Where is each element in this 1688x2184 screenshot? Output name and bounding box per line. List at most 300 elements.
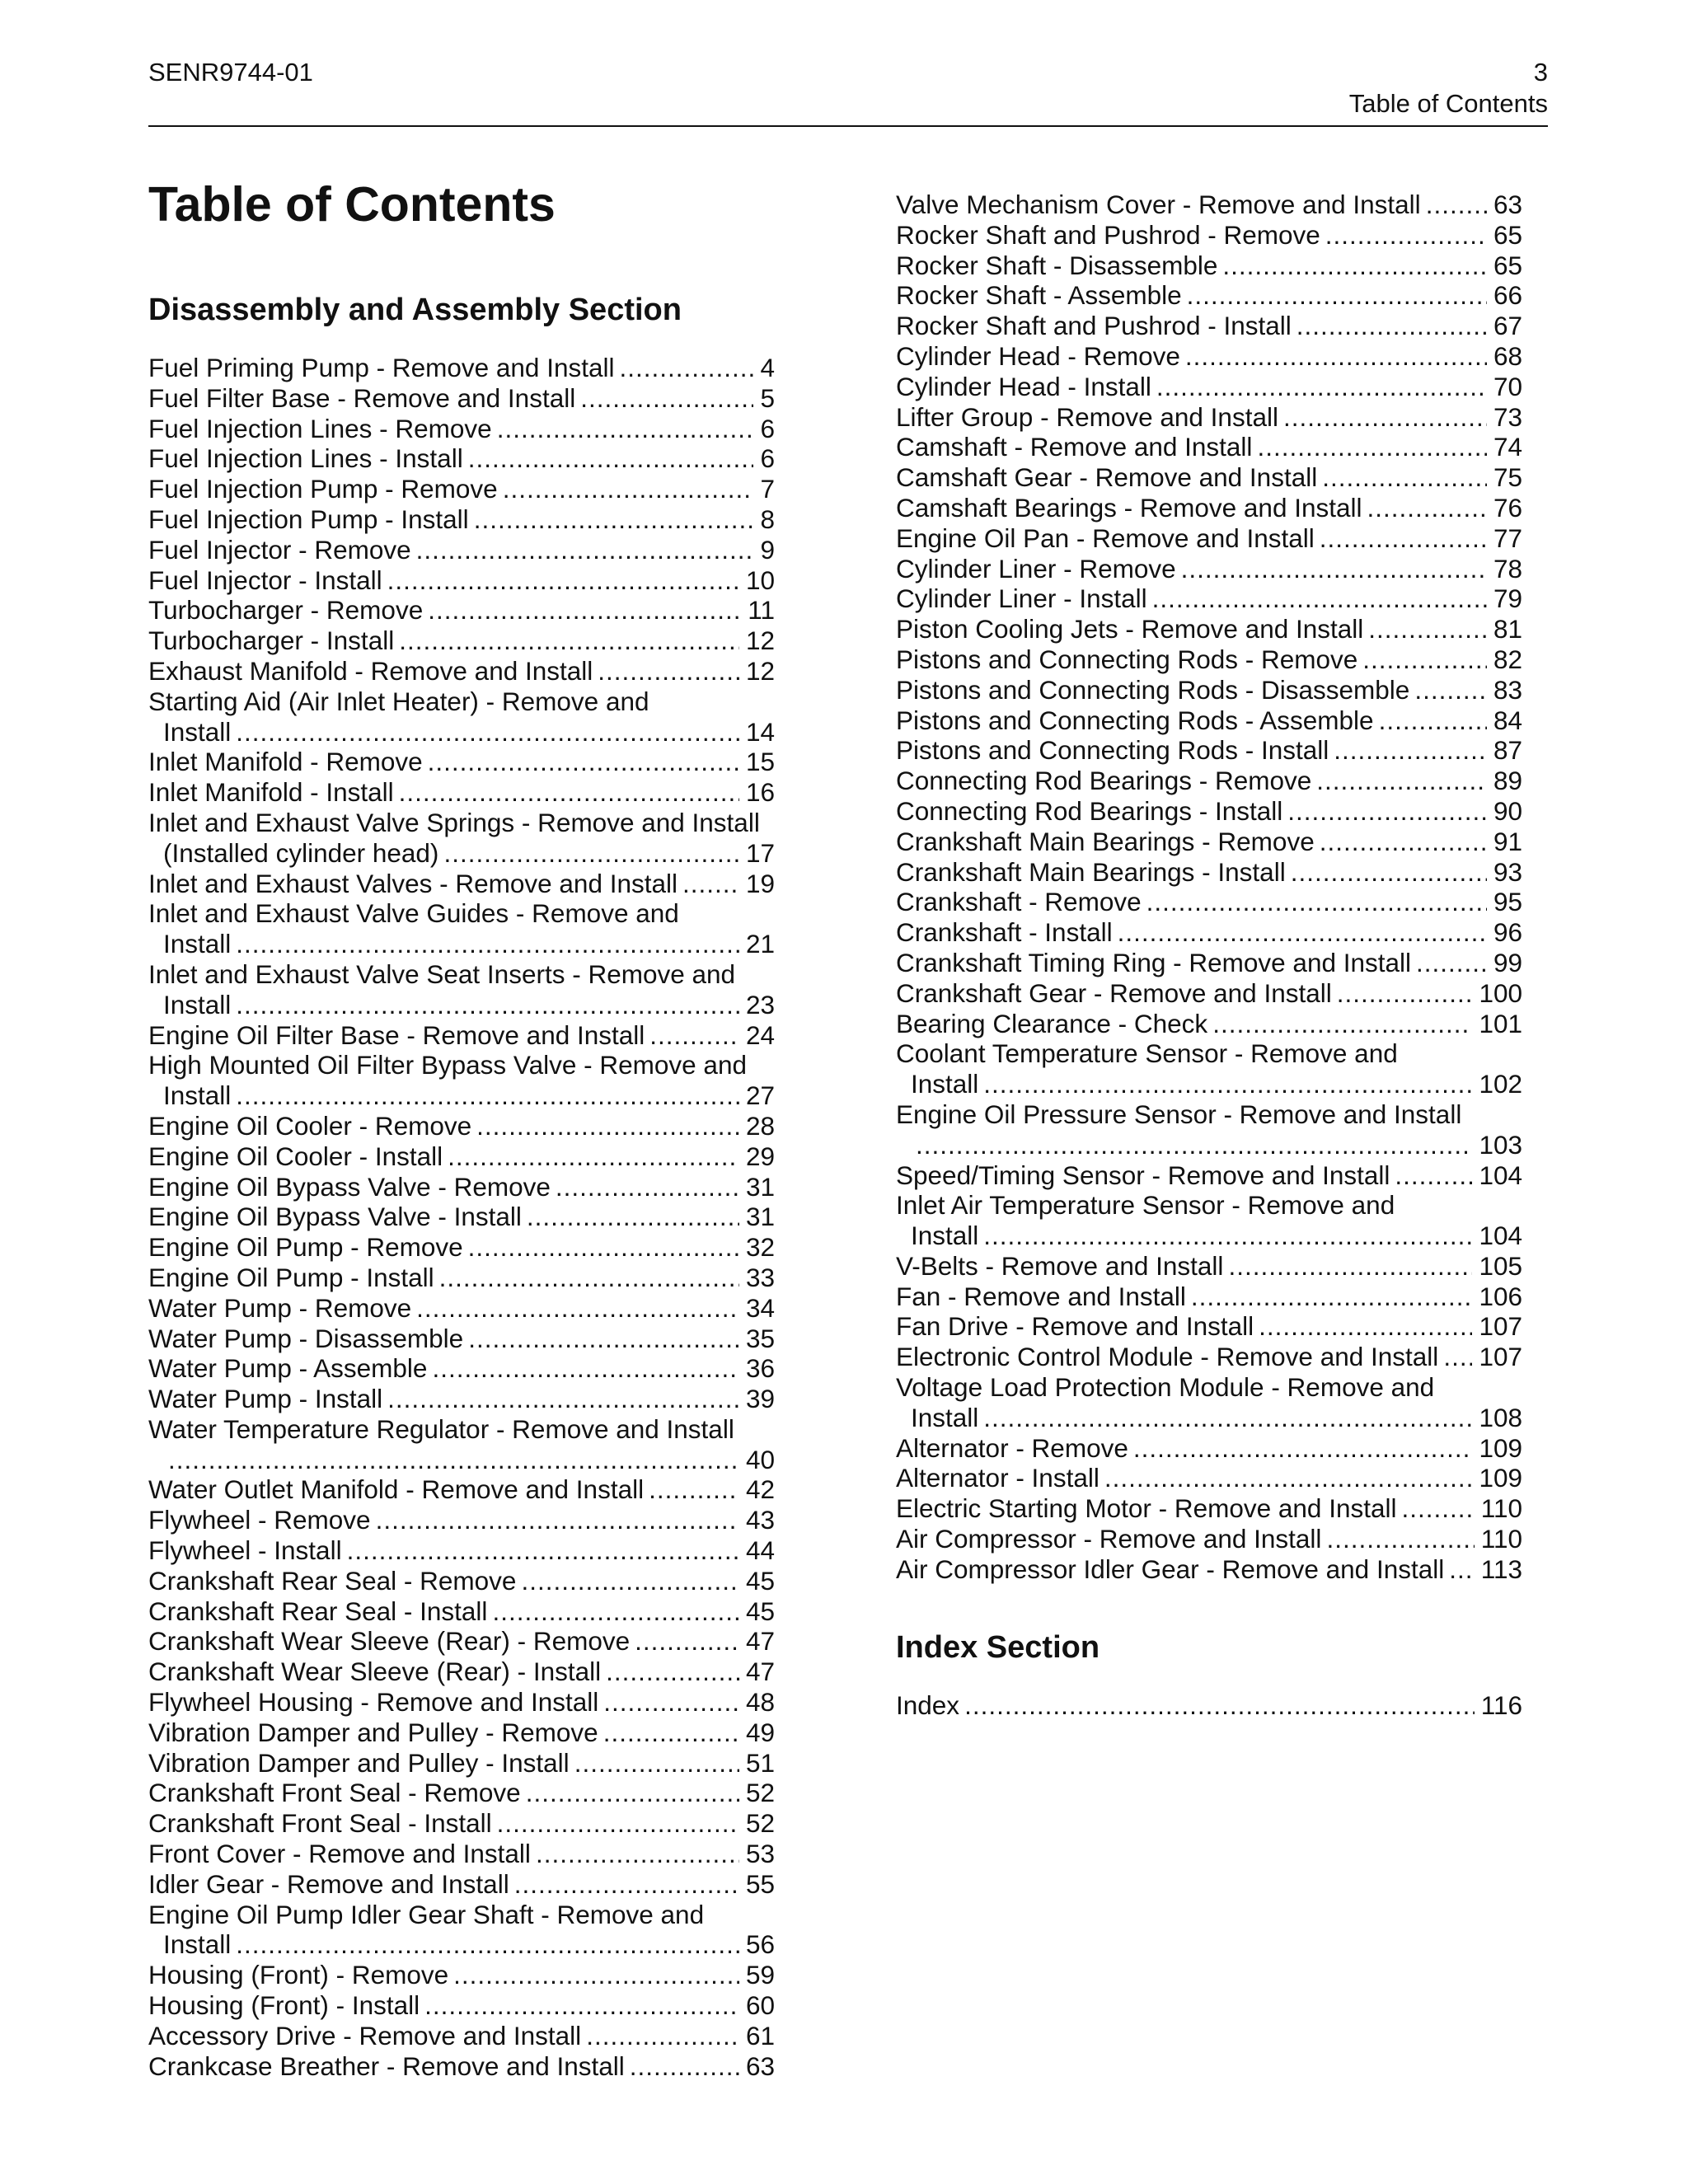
toc-entry-page-number: 4 — [760, 353, 775, 382]
toc-entry[interactable] — [896, 1433, 1522, 1464]
toc-entry-page-number: 14 — [745, 716, 775, 747]
toc-entry-page-number: 36 — [745, 1353, 775, 1384]
toc-entry[interactable] — [148, 565, 775, 596]
toc-entry-page-number: 91 — [1493, 826, 1522, 856]
toc-entry-page-number: 9 — [760, 534, 775, 565]
toc-entry[interactable] — [148, 353, 775, 383]
toc-entry-title: Cylinder Liner - Remove — [896, 553, 1176, 583]
toc-entry-title: Flywheel Housing - Remove and Install — [148, 1687, 599, 1718]
toc-entry[interactable] — [896, 1311, 1522, 1342]
toc-entry-page-number: 51 — [745, 1747, 775, 1778]
toc-entry-title: Crankshaft Rear Seal - Install — [148, 1596, 488, 1626]
dot-leader — [1283, 402, 1487, 433]
toc-entry-title-continued: Install — [163, 1929, 232, 1960]
dot-leader — [598, 656, 739, 687]
toc-entry[interactable] — [148, 2051, 775, 2082]
dot-leader — [432, 1353, 739, 1384]
dot-leader — [1325, 220, 1487, 251]
toc-entry-title: Camshaft - Remove and Install — [896, 432, 1253, 462]
toc-entry-title: Rocker Shaft - Disassemble — [896, 250, 1218, 280]
toc-entry-title: Air Compressor - Remove and Install — [896, 1524, 1322, 1554]
dot-leader — [682, 869, 739, 899]
toc-entry[interactable] — [148, 1718, 775, 1748]
toc-entry-page-number: 102 — [1479, 1069, 1522, 1099]
toc-entry-title: Voltage Load Protection Module - Remove and — [896, 1372, 1435, 1403]
toc-entry[interactable] — [148, 1020, 775, 1051]
toc-entry-title: Fan Drive - Remove and Install — [896, 1311, 1254, 1342]
toc-entry[interactable] — [896, 1493, 1522, 1524]
dot-leader — [236, 929, 739, 959]
toc-entry-title-continued: Install — [911, 1069, 979, 1099]
toc-entry-title: Fan - Remove and Install — [896, 1281, 1186, 1311]
toc-entry-title: Connecting Rod Bearings - Remove — [896, 766, 1312, 796]
toc-entry[interactable] — [148, 1202, 775, 1232]
toc-entry-title: Fuel Filter Base - Remove and Install — [148, 382, 576, 413]
dot-leader — [1367, 493, 1487, 523]
dot-leader — [1222, 251, 1487, 281]
toc-entry[interactable] — [896, 735, 1522, 766]
dot-leader — [514, 1869, 739, 1900]
toc-entry-title: Flywheel - Remove — [148, 1505, 371, 1535]
toc-entry-title: Cylinder Liner - Install — [896, 583, 1147, 614]
toc-entry[interactable] — [896, 644, 1522, 675]
toc-entry[interactable] — [148, 1748, 775, 1779]
dot-leader — [1181, 554, 1487, 584]
toc-entry[interactable] — [148, 626, 775, 656]
toc-entry[interactable] — [896, 462, 1522, 493]
toc-entry[interactable] — [896, 1099, 1522, 1160]
dot-leader — [574, 1748, 739, 1779]
toc-entry[interactable] — [896, 887, 1522, 917]
dot-leader — [1320, 827, 1487, 857]
toc-entry[interactable] — [896, 675, 1522, 705]
dot-leader — [536, 1839, 739, 1869]
dot-leader — [476, 1111, 739, 1141]
dot-leader — [1118, 917, 1487, 948]
toc-entry[interactable] — [896, 1342, 1522, 1372]
toc-entry-page-number: 63 — [1493, 190, 1522, 219]
toc-entry[interactable] — [896, 796, 1522, 827]
toc-entry-title: Camshaft Bearings - Remove and Install — [896, 492, 1362, 523]
toc-entry-page-number: 56 — [745, 1929, 775, 1960]
toc-entry-page-number: 79 — [1493, 583, 1522, 614]
running-title: Table of Contents — [1348, 89, 1548, 118]
toc-entry-title: Water Pump - Remove — [148, 1292, 412, 1323]
toc-entry-page-number: 66 — [1493, 280, 1522, 311]
toc-entry[interactable] — [148, 1141, 775, 1172]
toc-entry[interactable] — [148, 443, 775, 474]
dot-leader — [416, 535, 754, 565]
toc-entry[interactable] — [148, 1111, 775, 1141]
toc-entry[interactable] — [896, 1282, 1522, 1312]
toc-entry-title: Bearing Clearance - Check — [896, 1008, 1208, 1038]
toc-entry[interactable] — [148, 777, 775, 808]
toc-entry-page-number: 108 — [1479, 1402, 1522, 1432]
dot-leader — [1337, 978, 1473, 1009]
toc-entry-page-number: 32 — [745, 1232, 775, 1263]
toc-entry[interactable] — [896, 220, 1522, 251]
toc-entry[interactable] — [148, 1353, 775, 1384]
toc-entry-title: Speed/Timing Sensor - Remove and Install — [896, 1160, 1390, 1190]
toc-entry[interactable] — [148, 1626, 775, 1657]
toc-entry[interactable] — [896, 917, 1522, 948]
toc-entry[interactable] — [896, 1038, 1522, 1099]
dot-leader — [1395, 1160, 1472, 1191]
toc-entry-title: V-Belts - Remove and Install — [896, 1250, 1224, 1281]
toc-entry-title: Air Compressor Idler Gear - Remove and Install — [896, 1554, 1445, 1584]
dot-leader — [347, 1535, 739, 1566]
dot-leader — [468, 1324, 739, 1354]
dot-leader — [1362, 644, 1487, 675]
toc-entry[interactable] — [896, 1009, 1522, 1039]
toc-entry[interactable] — [148, 1687, 775, 1718]
toc-entry-title: Turbocharger - Remove — [148, 595, 424, 626]
toc-entry-title: Inlet Manifold - Install — [148, 777, 394, 808]
toc-entry-page-number: 6 — [760, 443, 775, 474]
dot-leader — [1287, 796, 1487, 827]
toc-entry[interactable] — [148, 1505, 775, 1535]
toc-entry-title: Camshaft Gear - Remove and Install — [896, 462, 1318, 493]
toc-entry[interactable] — [896, 857, 1522, 888]
dot-leader — [416, 1293, 739, 1324]
toc-entry-title: Electronic Control Module - Remove and Install — [896, 1342, 1439, 1372]
toc-entry-title-continued: Install — [163, 1080, 232, 1111]
toc-entry-page-number: 5 — [760, 382, 775, 413]
toc-entry-page-number: 75 — [1493, 462, 1522, 493]
toc-entry[interactable] — [148, 1990, 775, 2021]
toc-entry-page-number: 67 — [1493, 311, 1522, 341]
dot-leader — [983, 1069, 1472, 1099]
toc-entry-title: High Mounted Oil Filter Bypass Valve - Remove and — [148, 1050, 747, 1080]
toc-entry-title: Connecting Rod Bearings - Install — [896, 795, 1283, 826]
toc-entry-page-number: 45 — [745, 1596, 775, 1626]
toc-entry-page-number: 34 — [745, 1292, 775, 1323]
toc-entry-title: Accessory Drive - Remove and Install — [148, 2020, 582, 2050]
toc-entry-title: Engine Oil Pan - Remove and Install — [896, 523, 1315, 553]
dot-leader — [428, 595, 741, 626]
toc-entry-page-number: 89 — [1493, 766, 1522, 796]
toc-entry-page-number: 81 — [1493, 614, 1522, 644]
toc-entry-page-number: 47 — [745, 1657, 775, 1687]
toc-entry[interactable] — [148, 1657, 775, 1687]
toc-entry-title: Crankshaft Main Bearings - Install — [896, 856, 1286, 887]
toc-entry[interactable] — [896, 372, 1522, 402]
dot-leader — [964, 1690, 1475, 1721]
toc-entry-page-number: 8 — [760, 504, 775, 534]
toc-entry[interactable] — [148, 1808, 775, 1839]
toc-entry[interactable] — [896, 827, 1522, 857]
toc-entry-page-number: 45 — [745, 1565, 775, 1596]
toc-list-right — [896, 190, 1522, 1585]
dot-leader — [1320, 523, 1487, 554]
toc-entry-title: Inlet and Exhaust Valve Seat Inserts - Remove and — [148, 958, 736, 989]
toc-entry-page-number: 47 — [745, 1626, 775, 1657]
toc-entry[interactable] — [148, 1596, 775, 1627]
toc-entry-title: Water Temperature Regulator - Remove and Install — [148, 1413, 734, 1444]
dot-leader — [586, 2021, 739, 2051]
toc-entry-page-number: 24 — [745, 1019, 775, 1050]
dot-leader — [1426, 190, 1487, 220]
toc-entry-page-number: 109 — [1479, 1432, 1522, 1463]
dot-leader — [1146, 887, 1487, 917]
dot-leader — [1156, 372, 1487, 402]
dot-leader — [983, 1403, 1472, 1433]
toc-entry[interactable] — [896, 583, 1522, 614]
toc-entry-page-number: 116 — [1480, 1690, 1522, 1720]
toc-entry-page-number: 103 — [1479, 1129, 1522, 1160]
toc-entry-title: Crankshaft Front Seal - Install — [148, 1808, 492, 1839]
dot-leader — [603, 1718, 739, 1748]
toc-entry-title-continued: Install — [163, 989, 232, 1019]
toc-entry[interactable] — [896, 493, 1522, 523]
toc-entry[interactable] — [148, 1384, 775, 1414]
toc-entry[interactable] — [148, 1535, 775, 1566]
toc-entry-title: Inlet and Exhaust Valves - Remove and Install — [148, 868, 678, 898]
toc-entry-page-number: 101 — [1479, 1008, 1522, 1038]
toc-entry-page-number: 33 — [745, 1262, 775, 1292]
toc-entry[interactable] — [148, 1293, 775, 1324]
toc-entry-page-number: 40 — [745, 1444, 775, 1474]
toc-entry-page-number: 52 — [745, 1778, 775, 1808]
toc-entry-page-number: 28 — [745, 1110, 775, 1141]
toc-entry[interactable] — [148, 959, 775, 1020]
toc-entry[interactable] — [896, 341, 1522, 372]
dot-leader — [916, 1130, 1472, 1160]
toc-entry-title: Fuel Injection Lines - Remove — [148, 413, 492, 443]
toc-entry-title: Idler Gear - Remove and Install — [148, 1868, 509, 1899]
dot-leader — [453, 1960, 739, 1990]
toc-entry-page-number: 19 — [745, 868, 775, 898]
toc-entry[interactable] — [148, 383, 775, 414]
toc-entry[interactable] — [896, 280, 1522, 311]
toc-entry-page-number: 29 — [745, 1141, 775, 1171]
dot-leader — [1291, 857, 1487, 888]
toc-entry-title: Water Pump - Assemble — [148, 1353, 428, 1384]
dot-leader — [1212, 1009, 1472, 1039]
toc-entry-page-number: 52 — [745, 1808, 775, 1839]
dot-leader — [387, 1384, 739, 1414]
toc-entry-page-number: 95 — [1493, 887, 1522, 917]
toc-entry-title: Engine Oil Cooler - Remove — [148, 1110, 472, 1141]
toc-entry-page-number: 11 — [748, 595, 775, 626]
toc-entry[interactable] — [896, 1554, 1522, 1585]
toc-entry[interactable] — [148, 1263, 775, 1293]
dot-leader — [1191, 1282, 1473, 1312]
dot-leader — [1334, 735, 1487, 766]
toc-entry-page-number: 55 — [745, 1868, 775, 1899]
toc-entry[interactable] — [896, 402, 1522, 433]
toc-entry[interactable] — [896, 190, 1522, 220]
toc-entry[interactable] — [148, 1172, 775, 1202]
toc-entry-page-number: 17 — [745, 837, 775, 868]
toc-entry-title: Piston Cooling Jets - Remove and Install — [896, 614, 1364, 644]
toc-entry[interactable] — [896, 1463, 1522, 1493]
toc-entry-page-number: 107 — [1479, 1342, 1522, 1372]
toc-entry[interactable] — [896, 948, 1522, 978]
toc-entry-title: Housing (Front) - Remove — [148, 1960, 449, 1990]
toc-entry-page-number: 31 — [745, 1202, 775, 1232]
toc-entry[interactable] — [148, 1839, 775, 1869]
toc-entry-title: Engine Oil Pump - Remove — [148, 1232, 463, 1263]
dot-leader — [236, 717, 739, 748]
toc-entry[interactable] — [148, 2021, 775, 2051]
toc-entry-title: Vibration Damper and Pulley - Install — [148, 1747, 570, 1778]
toc-entry[interactable] — [896, 978, 1522, 1009]
toc-entry[interactable] — [148, 595, 775, 626]
toc-entry[interactable] — [896, 1690, 1522, 1721]
toc-entry-title: Crankshaft Timing Ring - Remove and Install — [896, 947, 1412, 977]
toc-entry[interactable] — [148, 1900, 775, 1961]
toc-entry-page-number: 78 — [1493, 553, 1522, 583]
toc-entry[interactable] — [148, 1324, 775, 1354]
toc-entry-title: Inlet and Exhaust Valve Guides - Remove and — [148, 898, 679, 929]
toc-entry-page-number: 105 — [1479, 1250, 1522, 1281]
toc-entry-title: Crankcase Breather - Remove and Install — [148, 2050, 625, 2081]
toc-entry-title: Engine Oil Cooler - Install — [148, 1141, 443, 1171]
page-header — [148, 54, 1548, 127]
dot-leader — [521, 1566, 739, 1596]
dot-leader — [1296, 311, 1487, 341]
dot-leader — [399, 626, 739, 656]
dot-leader — [236, 1080, 739, 1111]
dot-leader — [1449, 1554, 1475, 1585]
toc-entry-title: Crankshaft Gear - Remove and Install — [896, 977, 1332, 1008]
toc-entry-page-number: 100 — [1479, 977, 1522, 1008]
toc-entry[interactable] — [148, 1474, 775, 1505]
toc-entry-page-number: 49 — [745, 1717, 775, 1747]
toc-entry-title: Fuel Injector - Install — [148, 565, 382, 595]
toc-entry[interactable] — [896, 1160, 1522, 1191]
toc-entry[interactable] — [896, 1524, 1522, 1554]
toc-entry-title: Inlet Manifold - Remove — [148, 747, 423, 777]
toc-entry-title: Flywheel - Install — [148, 1535, 342, 1566]
toc-entry-page-number: 104 — [1479, 1160, 1522, 1190]
toc-entry[interactable] — [148, 1566, 775, 1596]
dot-leader — [468, 1232, 739, 1263]
toc-entry[interactable] — [896, 523, 1522, 554]
toc-entry[interactable] — [148, 808, 775, 869]
dot-leader — [603, 1687, 739, 1718]
toc-entry[interactable] — [148, 1778, 775, 1808]
toc-entry-page-number: 106 — [1479, 1281, 1522, 1311]
toc-entry-title: Fuel Injection Lines - Install — [148, 443, 463, 474]
toc-entry[interactable] — [148, 1050, 775, 1111]
toc-entry-title: Water Outlet Manifold - Remove and Install — [148, 1474, 645, 1505]
toc-entry-title: Fuel Injector - Remove — [148, 534, 411, 565]
dot-leader — [443, 838, 739, 869]
toc-entry-page-number: 27 — [745, 1080, 775, 1111]
toc-entry-title-continued: Install — [911, 1221, 979, 1251]
toc-entry[interactable] — [148, 414, 775, 444]
toc-entry[interactable] — [896, 554, 1522, 584]
toc-entry-title: Lifter Group - Remove and Install — [896, 401, 1278, 432]
toc-entry-page-number: 82 — [1493, 644, 1522, 674]
toc-entry[interactable] — [896, 432, 1522, 462]
dot-leader — [1326, 1524, 1474, 1554]
toc-entry[interactable] — [896, 766, 1522, 796]
toc-entry[interactable] — [148, 747, 775, 777]
dot-leader — [1133, 1433, 1473, 1464]
toc-entry-title: Housing (Front) - Install — [148, 1990, 420, 2021]
page-title: Table of Contents — [148, 177, 556, 232]
dot-leader — [527, 1202, 739, 1232]
toc-entry-title: Pistons and Connecting Rods - Install — [896, 735, 1329, 766]
toc-entry-title: Crankshaft Front Seal - Remove — [148, 1778, 521, 1808]
toc-entry-title: Alternator - Install — [896, 1463, 1100, 1493]
toc-entry-title: Alternator - Remove — [896, 1432, 1128, 1463]
dot-leader — [606, 1657, 739, 1687]
toc-entry-page-number: 109 — [1479, 1463, 1522, 1493]
toc-entry-title: Valve Mechanism Cover - Remove and Install — [896, 190, 1421, 219]
toc-entry-title: Crankshaft Wear Sleeve (Rear) - Install — [148, 1657, 602, 1687]
dot-leader — [1414, 675, 1487, 705]
toc-entry[interactable] — [896, 311, 1522, 341]
dot-leader — [1316, 766, 1487, 796]
toc-entry-page-number: 35 — [745, 1323, 775, 1353]
dot-leader — [649, 1474, 739, 1505]
toc-entry[interactable] — [148, 656, 775, 687]
toc-entry-page-number: 96 — [1493, 917, 1522, 948]
toc-entry[interactable] — [148, 535, 775, 565]
dot-leader — [428, 747, 739, 777]
toc-entry-page-number: 99 — [1493, 947, 1522, 977]
toc-entry-page-number: 31 — [745, 1171, 775, 1202]
dot-leader — [236, 1929, 739, 1960]
toc-entry[interactable] — [148, 869, 775, 899]
toc-entry-page-number: 90 — [1493, 795, 1522, 826]
dot-leader — [1257, 432, 1487, 462]
toc-entry[interactable] — [148, 1869, 775, 1900]
toc-entry[interactable] — [896, 614, 1522, 644]
toc-entry-page-number: 63 — [745, 2050, 775, 2081]
toc-entry-title: Fuel Priming Pump - Remove and Install — [148, 353, 615, 382]
toc-entry[interactable] — [148, 687, 775, 748]
toc-entry-page-number: 77 — [1493, 523, 1522, 553]
toc-entry-title: Electric Starting Motor - Remove and Install — [896, 1493, 1397, 1524]
toc-entry[interactable] — [896, 1251, 1522, 1282]
toc-entry[interactable] — [896, 1190, 1522, 1251]
toc-entry-title: Engine Oil Pump - Install — [148, 1262, 434, 1292]
toc-entry-page-number: 6 — [760, 413, 775, 443]
section-heading-disassembly: Disassembly and Assembly Section — [148, 293, 682, 327]
toc-list-left — [148, 353, 775, 2081]
toc-list-index — [896, 1690, 1522, 1721]
toc-entry[interactable] — [896, 705, 1522, 736]
toc-entry[interactable] — [148, 474, 775, 504]
toc-entry-page-number: 39 — [745, 1384, 775, 1414]
toc-entry[interactable] — [148, 1960, 775, 1990]
toc-entry-page-number: 61 — [745, 2020, 775, 2050]
toc-entry-title: Fuel Injection Pump - Install — [148, 504, 469, 534]
toc-entry[interactable] — [148, 898, 775, 959]
toc-entry-page-number: 44 — [745, 1535, 775, 1566]
toc-entry[interactable] — [896, 251, 1522, 281]
page-number: 3 — [1533, 58, 1548, 87]
dot-leader — [580, 383, 753, 414]
dot-leader — [635, 1626, 739, 1657]
toc-entry-page-number: 68 — [1493, 340, 1522, 371]
toc-entry-page-number: 113 — [1480, 1554, 1522, 1584]
toc-entry[interactable] — [896, 1372, 1522, 1433]
toc-entry[interactable] — [148, 1414, 775, 1475]
toc-entry[interactable] — [148, 1232, 775, 1263]
toc-entry[interactable] — [148, 504, 775, 535]
dot-leader — [424, 1990, 739, 2021]
dot-leader — [439, 1263, 739, 1293]
toc-entry-title: Engine Oil Pump Idler Gear Shaft - Remove and — [148, 1899, 705, 1929]
toc-entry-page-number: 110 — [1480, 1493, 1522, 1524]
dot-leader — [1185, 341, 1487, 372]
